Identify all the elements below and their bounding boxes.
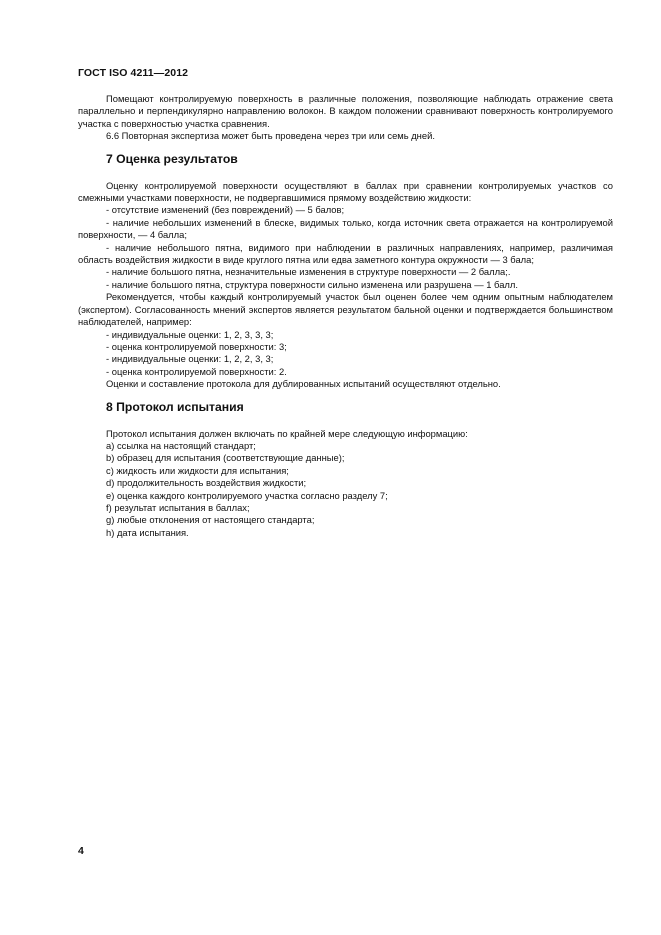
report-items-list [78, 440, 613, 539]
page-number: 4 [78, 845, 84, 857]
report-item: c) жидкость или жидкости для испытания; [106, 464, 289, 476]
report-item: f) результат испытания в баллах; [106, 501, 250, 513]
report-item: e) оценка каждого контролируемого участка согласно разделу 7; [106, 489, 388, 501]
rating-item: - отсутствие изменений (без повреждений) — 5 балов; [106, 204, 345, 216]
section7-closing: Оценки и составление протокола для дублированных испытаний осуществляют отдельно. [106, 378, 501, 390]
example-item: - индивидуальные оценки: 1, 2, 2, 3, 3; [106, 353, 274, 365]
rating-item: - наличие небольшого пятна, видимого при наблюдении в различных направлениях, например, различимая область воздействия жидкости в виде круглого пятна или едва заметного контура окружности — 3 бала; [78, 241, 613, 266]
section7-heading: 7 Оценка результатов [106, 151, 238, 166]
section6-paragraph-1: Помещают контролируемую поверхность в различные положения, позволяющие наблюдать отражение света параллельно и перпендикулярно направлению волокон. В каждом положении сравнивают поверхность контролируемого участка с поверхностью участка сравнения. [78, 93, 613, 129]
section7-intro: Оценку контролируемой поверхности осуществляют в баллах при сравнении контролируемых участков со смежными участками поверхности, не подвергавшимися прямому воздействию жидкости: [78, 179, 613, 204]
report-item: d) продолжительность воздействия жидкости; [106, 477, 307, 489]
section8-intro: Протокол испытания должен включать по крайней мере следующую информацию: [106, 427, 468, 439]
rating-item: - наличие большого пятна, незначительные изменения в структуре поверхности — 2 балла;. [106, 266, 511, 278]
rating-item: - наличие небольших изменений в блеске, видимых только, когда источник света отражается на контролируемой поверхности, — 4 балла; [78, 216, 613, 241]
rating-item: - наличие большого пятна, структура поверхности сильно изменена или разрушена — 1 балл. [106, 278, 518, 290]
report-item: g) любые отклонения от настоящего стандарта; [106, 514, 315, 526]
example-item: - оценка контролируемой поверхности: 3; [106, 340, 287, 352]
report-item: h) дата испытания. [106, 526, 189, 538]
section8-heading: 8 Протокол испытания [106, 399, 244, 414]
report-item: b) образец для испытания (соответствующие данные); [106, 452, 345, 464]
section7-recommendation: Рекомендуется, чтобы каждый контролируемый участок был оценен более чем одним опытным наблюдателем (экспертом). Согласованность мнений экспертов является результатом бальной оценки и подтверждается большинством наблюдателей, например: [78, 291, 613, 328]
document-header: ГОСТ ISO 4211—2012 [78, 67, 189, 79]
document-body [78, 93, 613, 539]
example-item: - оценка контролируемой поверхности: 2. [106, 365, 287, 377]
example-item: - индивидуальные оценки: 1, 2, 3, 3, 3; [106, 328, 274, 340]
section6-paragraph-2: 6.6 Повторная экспертиза может быть проведена через три или семь дней. [106, 130, 435, 142]
report-item: a) ссылка на настоящий стандарт; [106, 439, 256, 451]
